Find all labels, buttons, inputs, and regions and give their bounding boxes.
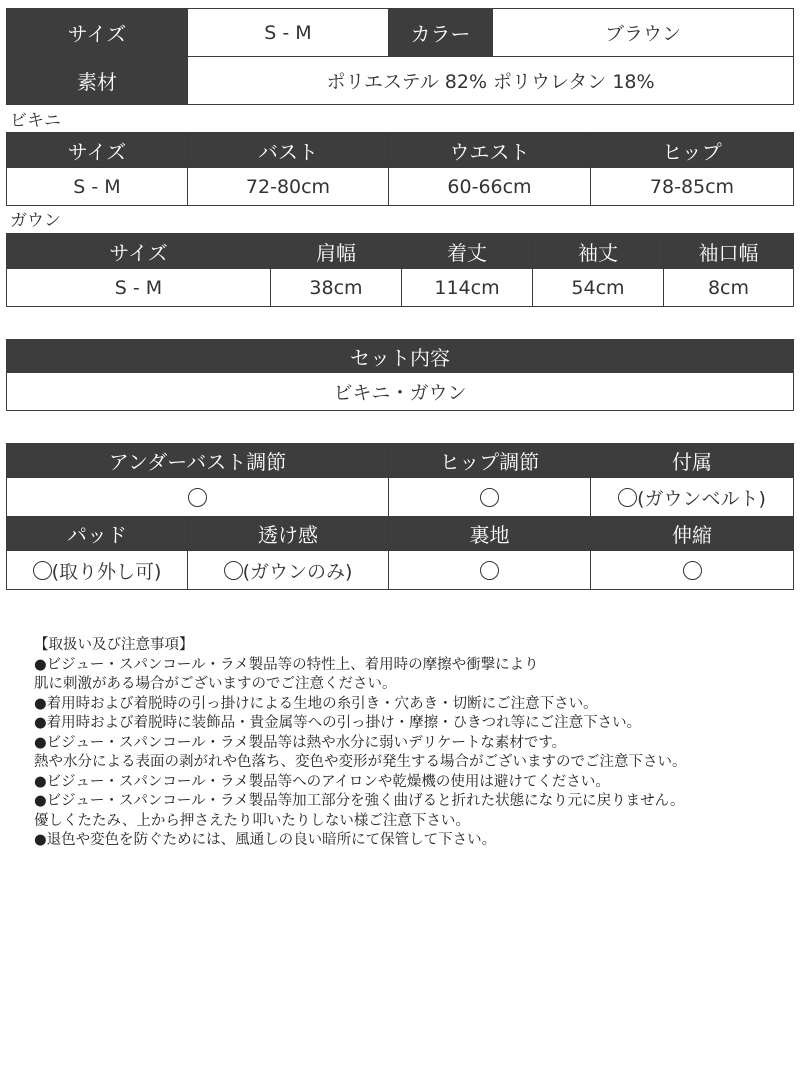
sheer-value	[188, 551, 389, 590]
yes-circle-icon	[188, 488, 207, 507]
yes-circle-icon	[224, 561, 243, 580]
pad-value	[7, 551, 188, 590]
gown-header-length: 着丈	[402, 234, 533, 269]
care-notes-heading: 【取扱い及び注意事項】	[34, 637, 194, 653]
gown-value-sleeve: 54cm	[533, 269, 664, 307]
set-contents-value: ビキニ・ガウン	[7, 373, 794, 411]
yes-circle-icon	[683, 561, 702, 580]
care-note-line: 肌に刺激がある場合がございますのでご注意ください。	[34, 676, 397, 692]
accessory-value	[591, 478, 794, 517]
bikini-header-hip: ヒップ	[591, 133, 794, 168]
bikini-header-waist: ウエスト	[389, 133, 591, 168]
yes-circle-icon	[480, 488, 499, 507]
color-label: カラー	[389, 9, 493, 57]
material-label: 素材	[7, 57, 188, 105]
care-note-line: ●着用時および着脱時に装飾品・貴金属等への引っ掛け・摩擦・ひきつれ等にご注意下さい。	[34, 715, 642, 731]
gown-header-cuff: 袖口幅	[664, 234, 794, 269]
care-note-line: ●ビジュー・スパンコール・ラメ製品等加工部分を強く曲げると折れた状態になり元に戻りません。	[34, 793, 685, 809]
gown-size-table	[6, 233, 794, 307]
care-note-line: ●着用時および着脱時の引っ掛けによる生地の糸引き・穴あき・切断にご注意下さい。	[34, 695, 598, 712]
bikini-header-bust: バスト	[188, 133, 389, 168]
bikini-section-label: ビキニ	[10, 111, 61, 131]
bikini-header-size: サイズ	[7, 133, 188, 168]
care-note-line: 熱や水分による表面の剥がれや色落ち、変色や変形が発生する場合がございますのでご注意下さい。	[34, 754, 687, 770]
underbust-label: アンダーバスト調節	[7, 444, 389, 478]
stretch-label: 伸縮	[591, 517, 794, 551]
features-table	[6, 443, 794, 590]
care-notes	[34, 636, 794, 851]
gown-header-shoulder: 肩幅	[271, 234, 402, 269]
care-note-line: ●ビジュー・スパンコール・ラメ製品等の特性上、着用時の摩擦や衝撃により	[34, 656, 539, 673]
yes-circle-icon	[480, 561, 499, 580]
sheer-label: 透け感	[188, 517, 389, 551]
lining-value	[389, 551, 591, 590]
gown-value-length: 114cm	[402, 269, 533, 307]
sheer-note: (ガウンのみ)	[242, 560, 353, 583]
care-note-line: 優しくたたみ、上から押さえたり叩いたりしない様ご注意下さい。	[34, 812, 470, 829]
care-note-line: ●ビジュー・スパンコール・ラメ製品等へのアイロンや乾燥機の使用は避けてください。	[34, 773, 610, 790]
bikini-value-hip: 78-85cm	[591, 168, 794, 206]
gown-section-label: ガウン	[10, 211, 61, 231]
hip-adjust-value	[389, 478, 591, 517]
underbust-value	[7, 478, 389, 517]
bikini-size-table	[6, 132, 794, 206]
yes-circle-icon	[33, 561, 52, 580]
accessory-note: (ガウンベルト)	[637, 487, 766, 510]
care-note-line: ●ビジュー・スパンコール・ラメ製品等は熱や水分に弱いデリケートな素材です。	[34, 734, 567, 751]
gown-header-sleeve: 袖丈	[533, 234, 664, 269]
pad-label: パッド	[7, 517, 188, 551]
color-value: ブラウン	[493, 9, 794, 57]
pad-note: (取り外し可)	[51, 560, 162, 583]
set-contents-header: セット内容	[7, 340, 794, 373]
size-value: S - M	[188, 9, 389, 57]
accessory-label: 付属	[591, 444, 794, 478]
stretch-value	[591, 551, 794, 590]
gown-value-shoulder: 38cm	[271, 269, 402, 307]
yes-circle-icon	[618, 488, 637, 507]
bikini-value-bust: 72-80cm	[188, 168, 389, 206]
bikini-value-waist: 60-66cm	[389, 168, 591, 206]
material-value: ポリエステル 82% ポリウレタン 18%	[188, 57, 794, 105]
gown-value-cuff: 8cm	[664, 269, 794, 307]
care-note-line: ●退色や変色を防ぐためには、風通しの良い暗所にて保管して下さい。	[34, 832, 497, 848]
hip-adjust-label: ヒップ調節	[389, 444, 591, 478]
lining-label: 裏地	[389, 517, 591, 551]
gown-header-size: サイズ	[7, 234, 271, 269]
spec-table	[6, 8, 794, 105]
bikini-value-size: S - M	[7, 168, 188, 206]
gown-value-size: S - M	[7, 269, 271, 307]
set-contents-table	[6, 339, 794, 411]
size-label: サイズ	[7, 9, 188, 57]
